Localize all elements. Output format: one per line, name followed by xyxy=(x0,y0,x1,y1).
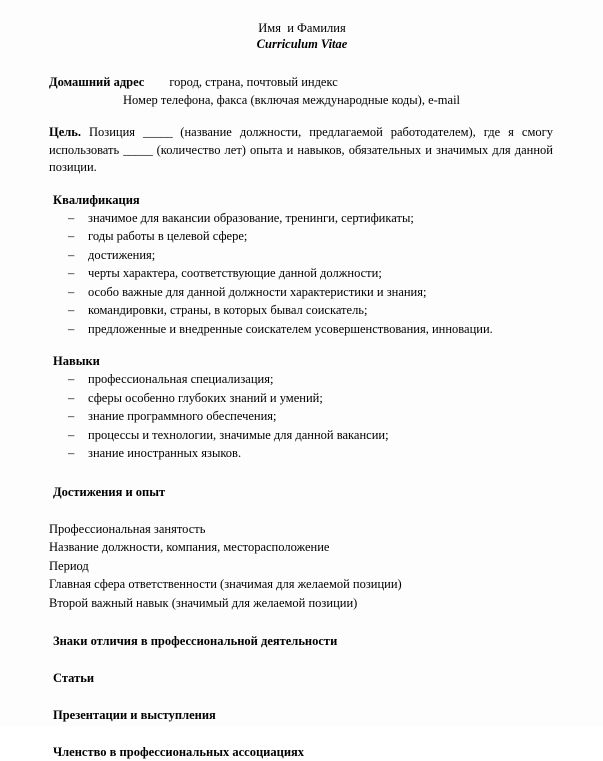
page-title: Имя и Фамилия xyxy=(258,21,346,35)
list-item-label: черты характера, соответствующие данной должности; xyxy=(88,266,382,280)
section-heading-qualifications: Квалификация xyxy=(53,192,140,207)
objective-blank-years: _____ xyxy=(123,142,153,157)
objective-part3: (количество лет) опыта и навыков, обязательных и значимых для данной позиции. xyxy=(49,142,553,174)
list-item xyxy=(49,407,555,426)
objective-blank-position: _____ xyxy=(143,125,173,139)
list-item xyxy=(49,426,555,445)
achievements-lines xyxy=(49,520,555,613)
achievement-line: Главная сфера ответственности (значимая для желаемой позиции) xyxy=(49,577,402,591)
objective-label: Цель. xyxy=(49,125,82,139)
list-item-label: знание иностранных языков. xyxy=(88,446,242,460)
section-heading-skills: Навыки xyxy=(53,354,100,368)
dash-icon: – xyxy=(68,210,75,225)
achievement-line: Второй важный навык (значимый для желаемой позиции) xyxy=(49,595,358,610)
qualifications-list xyxy=(49,209,555,339)
dash-icon: – xyxy=(68,427,75,442)
achievement-line: Профессиональная занятость xyxy=(49,521,206,536)
dash-icon: – xyxy=(68,303,75,317)
list-item xyxy=(49,444,555,463)
section-heading-memberships: Членство в профессиональных ассоциациях xyxy=(53,745,305,759)
list-item xyxy=(49,389,555,408)
list-item-label: достижения; xyxy=(88,247,156,262)
section-heading-presentations: Презентации и выступления xyxy=(53,708,216,722)
dash-icon: – xyxy=(68,372,75,386)
address-line xyxy=(49,73,555,91)
list-item xyxy=(49,209,555,228)
list-item xyxy=(49,370,555,389)
list-item xyxy=(49,301,555,320)
objective-paragraph xyxy=(49,124,553,177)
dash-icon: – xyxy=(68,284,75,299)
address-value: город, страна, почтовый индекс xyxy=(169,75,338,89)
objective-part1: Позиция xyxy=(81,125,144,139)
dash-icon: – xyxy=(68,266,75,280)
list-item-label: предложенные и внедренные соискателем усовершенствования, инновации. xyxy=(88,321,493,336)
dash-icon: – xyxy=(68,409,75,423)
phone-line: Номер телефона, факса (включая международные коды), e-mail xyxy=(123,93,461,107)
list-item xyxy=(49,283,555,302)
list-item-label: сферы особенно глубоких знаний и умений; xyxy=(88,390,323,405)
list-item xyxy=(49,246,555,265)
skills-list xyxy=(49,370,555,463)
document-subtitle: Curriculum Vitae xyxy=(256,37,348,51)
list-item-label: процессы и технологии, значимые для данной вакансии; xyxy=(88,427,389,442)
section-heading-achievements: Достижения и опыт xyxy=(53,484,166,499)
list-item-label: особо важные для данной должности характеристики и знания; xyxy=(88,284,427,299)
dash-icon: – xyxy=(68,229,75,243)
dash-icon: – xyxy=(68,390,75,405)
dash-icon: – xyxy=(68,446,75,460)
dash-icon: – xyxy=(68,247,75,262)
list-item xyxy=(49,320,555,339)
list-item-label: профессиональная специализация; xyxy=(88,372,274,386)
document-body xyxy=(49,20,555,761)
achievement-line: Период xyxy=(49,558,89,573)
section-heading-articles: Статьи xyxy=(53,671,95,685)
dash-icon: – xyxy=(68,321,75,336)
list-item-label: командировки, страны, в которых бывал соискатель; xyxy=(88,303,368,317)
section-heading-awards: Знаки отличия в профессиональной деятельности xyxy=(53,634,338,648)
list-item-label: значимое для вакансии образование, тренинги, сертификаты; xyxy=(88,210,414,225)
list-item-label: годы работы в целевой сфере; xyxy=(88,229,248,243)
achievement-line: Название должности, компания, месторасположение xyxy=(49,540,330,554)
objective-part2: (название должности, предлагаемой работодателем), где я смогу использовать xyxy=(49,125,553,157)
list-item xyxy=(49,264,555,283)
address-spacer xyxy=(144,75,169,89)
list-item xyxy=(49,227,555,246)
contact-block xyxy=(49,73,555,109)
address-label: Домашний адрес xyxy=(49,75,145,89)
list-item-label: знание программного обеспечения; xyxy=(88,409,277,423)
